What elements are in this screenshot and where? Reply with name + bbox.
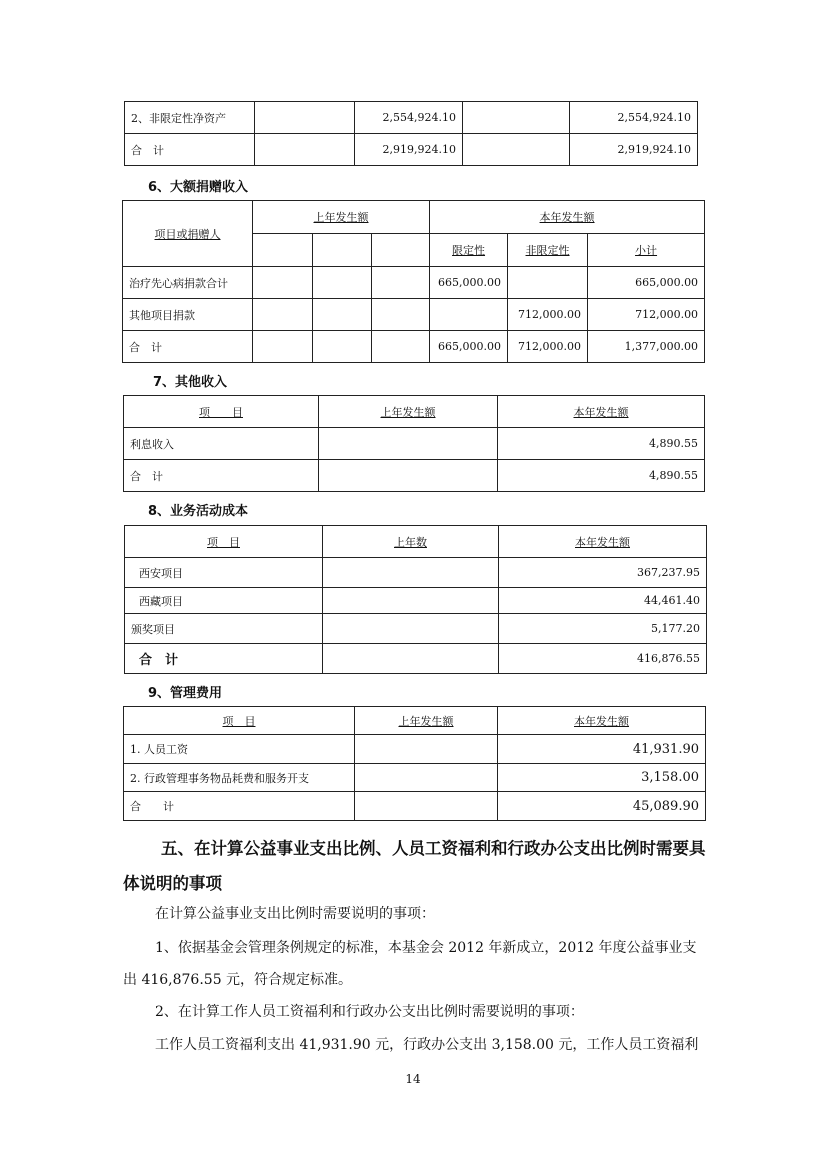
- table-row: [124, 735, 706, 764]
- header-curr-year: 本年发生额: [430, 201, 705, 234]
- paragraph-3: 2、在计算工作人员工资福利和行政办公支出比例时需要说明的事项：: [155, 1004, 584, 1020]
- header-curr-year: 本年发生额: [499, 526, 707, 558]
- row-label: 合 计: [123, 331, 253, 363]
- row-label: 颁奖项目: [125, 614, 323, 644]
- table-row: [125, 644, 707, 674]
- cell: [372, 234, 430, 267]
- table-row: [125, 102, 698, 134]
- table-row: [124, 460, 705, 492]
- section-heading-line2: 体说明的事项: [123, 874, 222, 893]
- table-row: [125, 558, 707, 588]
- row-label: 治疗先心病捐款合计: [123, 267, 253, 299]
- cell: [313, 234, 372, 267]
- cell: 5,177.20: [499, 614, 707, 644]
- cell: [355, 735, 498, 764]
- table-row: [123, 299, 705, 331]
- activity-costs-table: [124, 525, 707, 674]
- cell: [255, 134, 355, 166]
- cell: [508, 267, 588, 299]
- cell: [253, 234, 313, 267]
- table-row: [125, 614, 707, 644]
- cell: [319, 460, 498, 492]
- cell: 416,876.55: [499, 644, 707, 674]
- header-item: 项 目: [125, 526, 323, 558]
- section-title-other-income: 7、其他收入: [153, 375, 228, 390]
- row-label: 1. 人员工资: [124, 735, 355, 764]
- cell: 712,000.00: [588, 299, 705, 331]
- admin-expenses-table: [123, 706, 706, 821]
- cell: 4,890.55: [498, 428, 705, 460]
- header-prev-year: 上年数: [323, 526, 499, 558]
- section-title-activity-costs: 8、业务活动成本: [148, 504, 249, 519]
- paragraph-1: 在计算公益事业支出比例时需要说明的事项：: [155, 906, 435, 922]
- row-label: 合 计: [125, 134, 255, 166]
- table-row: [124, 428, 705, 460]
- table-row: [124, 764, 706, 792]
- section-title-donations: 6、大额捐赠收入: [148, 180, 249, 195]
- cell: [355, 764, 498, 792]
- row-label: 合 计: [124, 792, 355, 821]
- table-row: [125, 134, 698, 166]
- cell: 665,000.00: [430, 331, 508, 363]
- header-unrestricted: 非限定性: [508, 234, 588, 267]
- header-prev-year: 上年发生额: [253, 201, 430, 234]
- cell: [255, 102, 355, 134]
- header-curr-year: 本年发生额: [498, 707, 706, 735]
- cell: 2,554,924.10: [570, 102, 698, 134]
- section-title-admin-expenses: 9、管理费用: [148, 686, 223, 701]
- cell: 367,237.95: [499, 558, 707, 588]
- cell: 665,000.00: [430, 267, 508, 299]
- section-heading-line1: 五、在计算公益事业支出比例、人员工资福利和行政办公支出比例时需要具: [161, 839, 706, 858]
- cell: 2,919,924.10: [355, 134, 463, 166]
- cell: [430, 299, 508, 331]
- cell: 3,158.00: [498, 764, 706, 792]
- cell: 2,919,924.10: [570, 134, 698, 166]
- other-income-table: [123, 395, 705, 492]
- cell: [355, 792, 498, 821]
- row-label: 合 计: [124, 460, 319, 492]
- cell: [323, 558, 499, 588]
- cell: 4,890.55: [498, 460, 705, 492]
- header-item: 项 目: [124, 707, 355, 735]
- cell: [463, 134, 570, 166]
- row-label: 合 计: [125, 644, 323, 674]
- header-prev-year: 上年发生额: [355, 707, 498, 735]
- cell: [323, 614, 499, 644]
- cell: [319, 428, 498, 460]
- row-label: 西安项目: [125, 558, 323, 588]
- table-row: [124, 792, 706, 821]
- row-label: 其他项目捐款: [123, 299, 253, 331]
- header-subtotal: 小计: [588, 234, 705, 267]
- row-label: 利息收入: [124, 428, 319, 460]
- cell: 44,461.40: [499, 588, 707, 614]
- header-restricted: 限定性: [430, 234, 508, 267]
- cell: 1,377,000.00: [588, 331, 705, 363]
- header-item: 项目或捐赠人: [123, 201, 253, 267]
- table-row: [123, 267, 705, 299]
- paragraph-4: 工作人员工资福利支出 41,931.90 元，行政办公支出 3,158.00 元，工作人员工资福利: [155, 1037, 699, 1053]
- cell: 2,554,924.10: [355, 102, 463, 134]
- header-item: 项 目: [124, 396, 319, 428]
- page-number: 14: [405, 1072, 421, 1086]
- row-label: 2、非限定性净资产: [125, 102, 255, 134]
- header-curr-year: 本年发生额: [498, 396, 705, 428]
- cell: 712,000.00: [508, 331, 588, 363]
- cell: 45,089.90: [498, 792, 706, 821]
- row-label: 2. 行政管理事务物品耗费和服务开支: [124, 764, 355, 792]
- donations-table: [122, 200, 705, 363]
- cell: 665,000.00: [588, 267, 705, 299]
- cell: 712,000.00: [508, 299, 588, 331]
- cell: [323, 588, 499, 614]
- row-label: 西藏项目: [125, 588, 323, 614]
- paragraph-2-line2: 出 416,876.55 元，符合规定标准。: [123, 972, 353, 988]
- table-row: [125, 588, 707, 614]
- net-assets-table: [124, 101, 698, 166]
- paragraph-2-line1: 1、依据基金会管理条例规定的标准，本基金会 2012 年新成立，2012 年度公益事业支: [155, 940, 697, 956]
- cell: 41,931.90: [498, 735, 706, 764]
- cell: [323, 644, 499, 674]
- cell: [463, 102, 570, 134]
- header-prev-year: 上年发生额: [319, 396, 498, 428]
- table-row: [123, 331, 705, 363]
